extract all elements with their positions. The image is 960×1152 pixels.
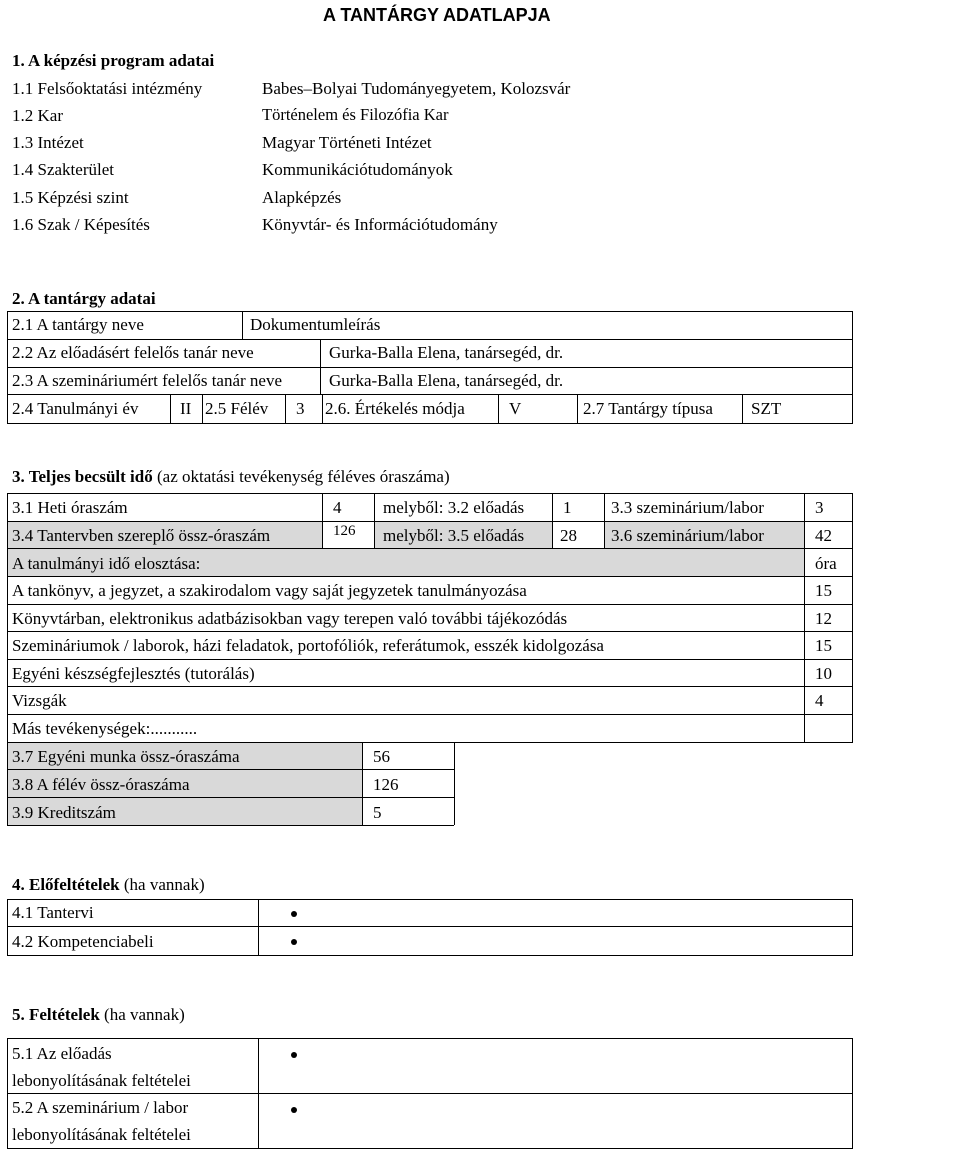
row-label: 1.4 Szakterület bbox=[12, 160, 114, 179]
row-value: Kommunikációtudományok bbox=[262, 160, 453, 179]
semester-total-hours-value: 126 bbox=[373, 775, 399, 794]
lecture-conditions-label-2: lebonyolításának feltételei bbox=[12, 1071, 191, 1090]
course-name-value: Dokumentumleírás bbox=[250, 315, 381, 334]
weekly-hours-value: 4 bbox=[333, 498, 342, 517]
distribution-unit: óra bbox=[815, 554, 837, 573]
bullet-icon bbox=[291, 1052, 297, 1058]
list-item: Egyéni készségfejlesztés (tutorálás) bbox=[12, 664, 255, 683]
course-type-value: SZT bbox=[751, 399, 782, 418]
credits-value: 5 bbox=[373, 803, 382, 822]
evaluation-value: V bbox=[509, 399, 522, 418]
weekly-seminar-label: 3.3 szeminárium/labor bbox=[611, 498, 764, 517]
section-5-heading: 5. Feltételek (ha vannak) bbox=[12, 1005, 185, 1024]
list-item: A tankönyv, a jegyzet, a szakirodalom vagy saját jegyzetek tanulmányozása bbox=[12, 581, 527, 600]
section-3-heading: 3. Teljes becsült idő (az oktatási tevékenység féléves óraszáma) bbox=[12, 467, 450, 486]
lecturer-label: 2.2 Az előadásért felelős tanár neve bbox=[12, 343, 254, 362]
row-label: 1.1 Felsőoktatási intézmény bbox=[12, 79, 203, 98]
row-label: 1.2 Kar bbox=[12, 106, 63, 125]
row-value: Alapképzés bbox=[262, 188, 342, 207]
row-value: Könyvtár- és Információtudomány bbox=[262, 215, 498, 234]
semester-total-hours-label: 3.8 A félév össz-óraszáma bbox=[12, 775, 190, 794]
bullet-icon bbox=[291, 911, 297, 917]
row-label: 1.3 Intézet bbox=[12, 133, 84, 152]
lecture-conditions-label: 5.1 Az előadás bbox=[12, 1044, 112, 1063]
weekly-lecture-value: 1 bbox=[563, 498, 572, 517]
study-year-value: II bbox=[180, 399, 192, 418]
weekly-seminar-value: 3 bbox=[815, 498, 824, 517]
total-seminar-label: 3.6 szeminárium/labor bbox=[611, 526, 764, 545]
bullet-icon bbox=[291, 1107, 297, 1113]
seminar-conditions-label-2: lebonyolításának feltételei bbox=[12, 1125, 191, 1144]
list-item: Más tevékenységek:........... bbox=[12, 719, 198, 738]
seminar-teacher-value: Gurka-Balla Elena, tanársegéd, dr. bbox=[329, 371, 564, 390]
section-4-heading: 4. Előfeltételek (ha vannak) bbox=[12, 875, 205, 894]
credits-label: 3.9 Kreditszám bbox=[12, 803, 116, 822]
weekly-lecture-label: melyből: 3.2 előadás bbox=[383, 498, 525, 517]
total-seminar-value: 42 bbox=[815, 526, 832, 545]
individual-work-hours-label: 3.7 Egyéni munka össz-óraszáma bbox=[12, 747, 240, 766]
weekly-hours-label: 3.1 Heti óraszám bbox=[12, 498, 128, 517]
row-value: Történelem és Filozófia Kar bbox=[262, 105, 449, 124]
bullet-icon bbox=[291, 939, 297, 945]
competence-prereq-label: 4.2 Kompetenciabeli bbox=[12, 932, 154, 951]
row-value: Magyar Történeti Intézet bbox=[262, 133, 432, 152]
list-item: Könyvtárban, elektronikus adatbázisokban vagy terepen való további tájékozódás bbox=[12, 609, 568, 628]
total-lecture-label: melyből: 3.5 előadás bbox=[383, 526, 525, 545]
lecturer-value: Gurka-Balla Elena, tanársegéd, dr. bbox=[329, 343, 564, 362]
total-lecture-value: 28 bbox=[560, 526, 577, 545]
list-item-value: 4 bbox=[815, 691, 824, 710]
row-label: 1.5 Képzési szint bbox=[12, 188, 129, 207]
curricular-prereq-label: 4.1 Tantervi bbox=[12, 903, 94, 922]
list-item-value: 15 bbox=[815, 636, 832, 655]
semester-label: 2.5 Félév bbox=[205, 399, 269, 418]
list-item-value: 10 bbox=[815, 664, 832, 683]
semester-value: 3 bbox=[296, 399, 305, 418]
individual-work-hours-value: 56 bbox=[373, 747, 390, 766]
list-item-value: 15 bbox=[815, 581, 832, 600]
row-value: Babes–Bolyai Tudományegyetem, Kolozsvár bbox=[262, 79, 571, 98]
row-label: 1.6 Szak / Képesítés bbox=[12, 215, 150, 234]
distribution-label: A tanulmányi idő elosztása: bbox=[12, 554, 201, 573]
total-curriculum-hours-label: 3.4 Tantervben szereplő össz-óraszám bbox=[12, 526, 271, 545]
seminar-teacher-label: 2.3 A szemináriumért felelős tanár neve bbox=[12, 371, 283, 390]
course-name-label: 2.1 A tantárgy neve bbox=[12, 315, 144, 334]
section-2-heading: 2. A tantárgy adatai bbox=[12, 289, 156, 308]
list-item-value: 12 bbox=[815, 609, 832, 628]
study-year-label: 2.4 Tanulmányi év bbox=[12, 399, 139, 418]
list-item: Szemináriumok / laborok, házi feladatok, portofóliók, referátumok, esszék kidolgozása bbox=[12, 636, 604, 655]
page-title: A TANTÁRGY ADATLAPJA bbox=[323, 5, 551, 25]
evaluation-label: 2.6. Értékelés módja bbox=[325, 399, 465, 418]
seminar-conditions-label: 5.2 A szeminárium / labor bbox=[12, 1098, 189, 1117]
list-item: Vizsgák bbox=[12, 691, 67, 710]
course-type-label: 2.7 Tantárgy típusa bbox=[583, 399, 713, 418]
total-curriculum-hours-value: 126 bbox=[333, 523, 356, 539]
section-1-heading: 1. A képzési program adatai bbox=[12, 51, 215, 70]
